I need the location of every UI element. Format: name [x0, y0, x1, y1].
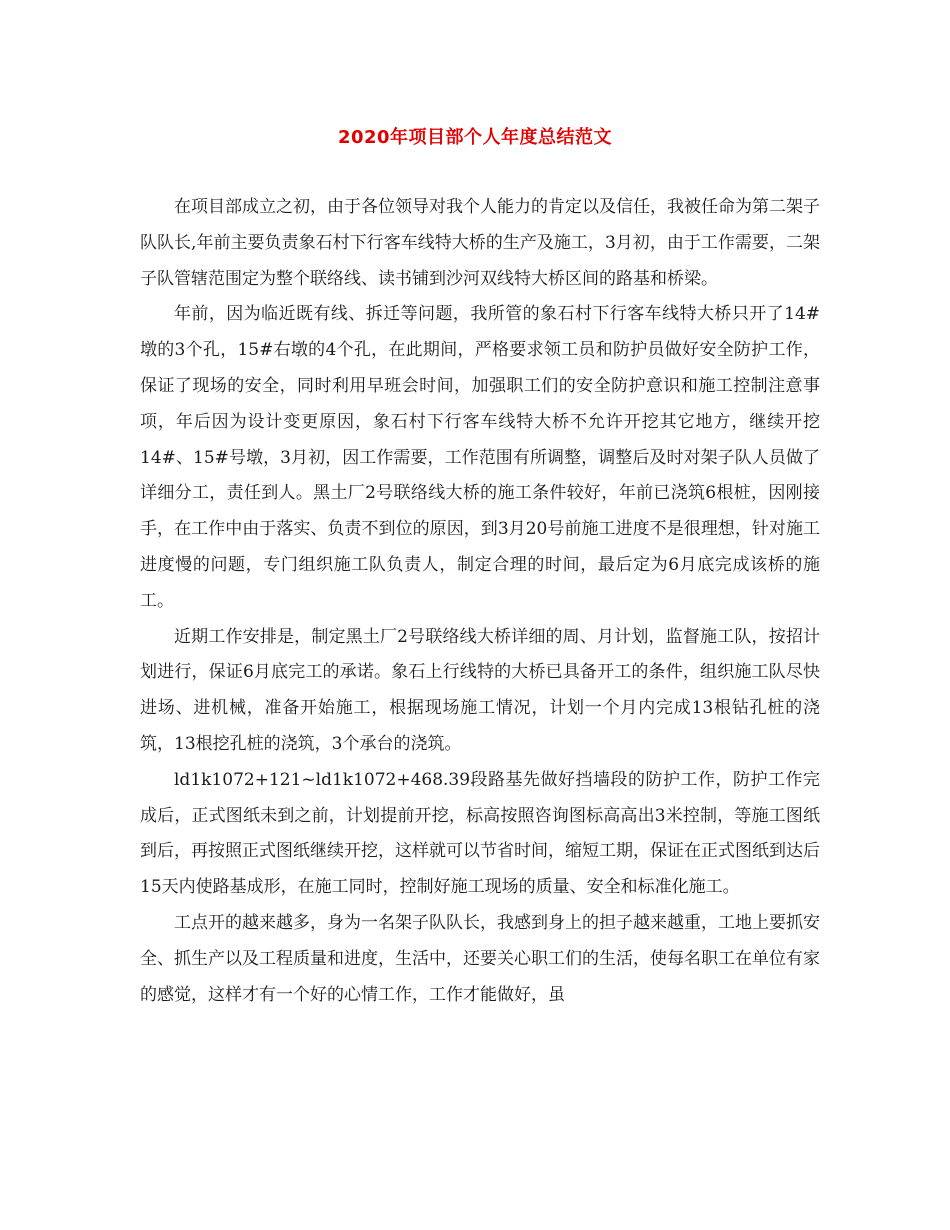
- paragraph-4: ld1k1072+121~ld1k1072+468.39段路基先做好挡墙段的防护工作，防护工作完成后，正式图纸未到之前，计划提前开挖，标高按照咨询图标高高出3米控制，等施工图纸到后，再按照正式图纸继续开挖，这样就可以节省时间，缩短工期，保证在正式图纸到达后15天内使路基成形，在施工同时，控制好施工现场的质量、安全和标准化施工。: [140, 769, 820, 898]
- paragraph-2: 年前，因为临近既有线、拆迁等问题，我所管的象石村下行客车线特大桥只开了14#墩的3个孔，15#右墩的4个孔，在此期间，严格要求领工员和防护员做好安全防护工作，保证了现场的安全，同时利用早班会时间，加强职工们的安全防护意识和施工控制注意事项，年后因为设计变更原因，象石村下行客车线特大桥不允许开挖其它地方，继续开挖14#、15#号墩，3月初，因工作需要，工作范围有所调整，调整后及时对架子队人员做了详细分工，责任到人。黑土厂2号联络线大桥的施工条件较好，年前已浇筑6根桩，因刚接手，在工作中由于落实、负责不到位的原因，到3月20号前施工进度不是很理想，针对施工进度慢的问题，专门组织施工队负责人，制定合理的时间，最后定为6月底完成该桥的施工。: [140, 304, 820, 611]
- paragraph-5: 工点开的越来越多，身为一名架子队队长，我感到身上的担子越来越重，工地上要抓安全、抓生产以及工程质量和进度，生活中，还要关心职工们的生活，使每名职工在单位有家的感觉，这样才有一个好的心情工作，工作才能做好，虽: [140, 912, 820, 1005]
- paragraph-3: 近期工作安排是，制定黑土厂2号联络线大桥详细的周、月计划，监督施工队，按招计划进行，保证6月底完工的承诺。象石上行线特的大桥已具备开工的条件，组织施工队尽快进场、进机械，准备开始施工，根据现场施工情况，计划一个月内完成13根钻孔桩的浇筑，13根挖孔桩的浇筑，3个承台的浇筑。: [140, 626, 820, 754]
- document-title: 2020年项目部个人年度总结范文: [337, 127, 613, 148]
- document-body: [140, 190, 820, 1013]
- paragraph-1: 在项目部成立之初，由于各位领导对我个人能力的肯定以及信任，我被任命为第二架子队队长,年前主要负责象石村下行客车线特大桥的生产及施工，3月初，由于工作需要，二架子队管辖范围定为整个联络线、读书铺到沙河双线特大桥区间的路基和桥梁。: [140, 197, 820, 289]
